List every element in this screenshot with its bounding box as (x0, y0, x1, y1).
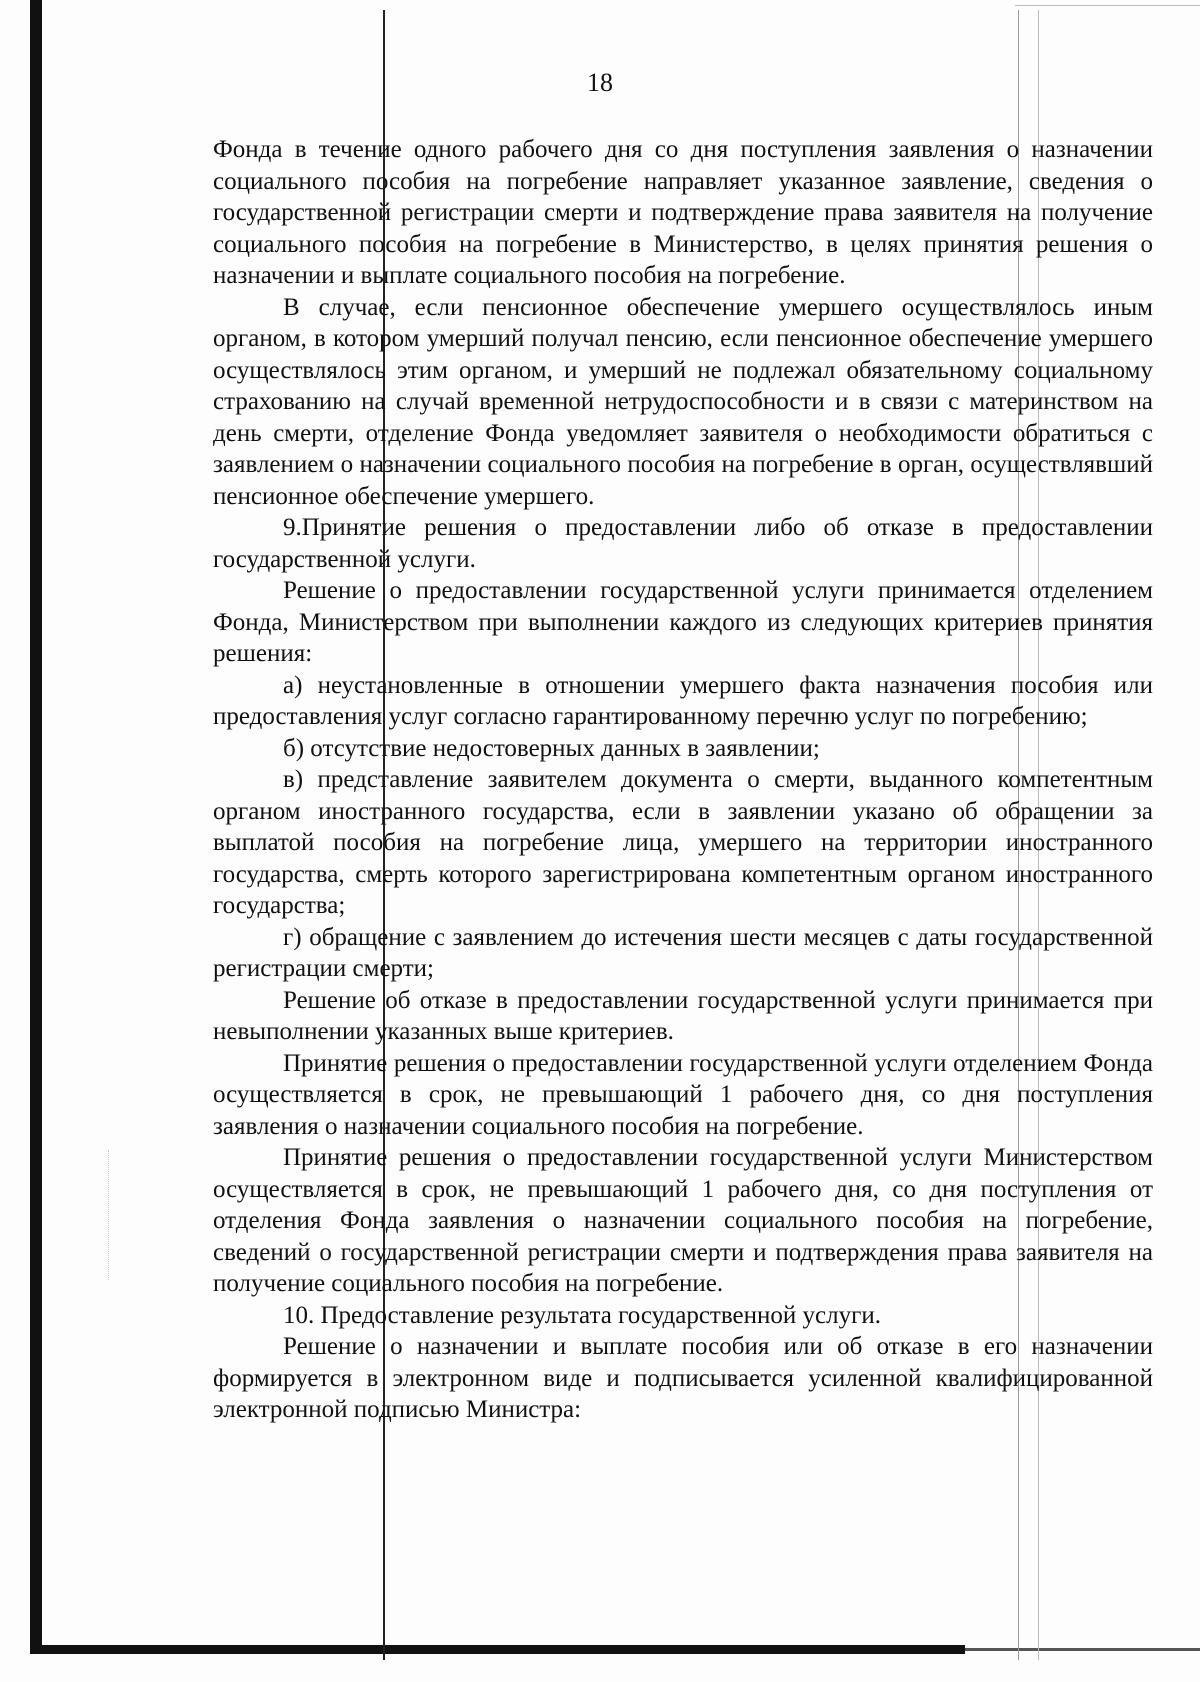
scan-corner-line (1015, 5, 1200, 6)
paragraph: Решение о предоставлении государственной услуги принимается отделением Фонда, Министерством при выполнении каждого из следующих критериев принятия решения: (213, 577, 1153, 667)
paragraph: б) отсутствие недостоверных данных в заявлении; (283, 734, 820, 762)
scan-edge-left (30, 0, 42, 1645)
page-number: 18 (587, 68, 613, 97)
paragraph: Решение об отказе в предоставлении государственной услуги принимается при невыполнении указанных выше критериев. (213, 986, 1153, 1045)
paragraph: а) неустановленные в отношении умершего факта назначения пособия или предоставления услуг согласно гарантированному перечню услуг по погребению; (213, 671, 1153, 730)
paragraph: Фонда в течение одного рабочего дня со дня поступления заявления о назначении социального пособия на погребение направляет указанное заявление, сведения о государственной регистрации смерти и подтверждение права заявителя на получение социального пособия на погребение в Министерство, в целях принятия решения о назначении и выплате социального пособия на погребение. (213, 136, 1153, 289)
scan-edge-bottom (30, 1645, 965, 1654)
scan-margin-dots (108, 1150, 113, 1280)
paragraph: 10. Предоставление результата государственной услуги. (283, 1301, 881, 1329)
scan-edge-bottom-right (965, 1648, 1200, 1651)
paragraph: 9.Принятие решения о предоставлении либо об отказе в предоставлении государственной услуги. (213, 514, 1153, 573)
paragraph: В случае, если пенсионное обеспечение умершего осуществлялось иным органом, в котором умерший получал пенсию, если пенсионное обеспечение умершего осуществлялось этим органом, и умерший не подлежал обязательному социальному страхованию на случай временной нетрудоспособности и в связи с материнством на день смерти, отделение Фонда уведомляет заявителя о необходимости обратиться с заявлением о назначении социального пособия на погребение в орган, осуществлявший пенсионное обеспечение умершего. (213, 293, 1153, 510)
paragraph: г) обращение с заявлением до истечения шести месяцев с даты государственной регистрации смерти; (213, 923, 1153, 982)
paragraph: Принятие решения о предоставлении государственной услуги Министерством осуществляется в срок, не превышающий 1 рабочего дня, со дня поступления от отделения Фонда заявления о назначении социального пособия на погребение, сведений о государственной регистрации смерти и подтверждения права заявителя на получение социального пособия на погребение. (213, 1144, 1153, 1297)
paragraph: Решение о назначении и выплате пособия или об отказе в его назначении формируется в электронном виде и подписывается усиленной квалифицированной электронной подписью Министра: (213, 1333, 1153, 1423)
paragraph: Принятие решения о предоставлении государственной услуги отделением Фонда осуществляется в срок, не превышающий 1 рабочего дня, со дня поступления заявления о назначении социального пособия на погребение. (213, 1049, 1153, 1140)
paragraph: в) представление заявителем документа о смерти, выданного компетентным органом иностранного государства, если в заявлении указано об обращении за выплатой пособия на погребение лица, умершего на территории иностранного государства, смерть которого зарегистрирована компетентным органом иностранного государства; (213, 766, 1153, 919)
document-text (213, 134, 1153, 1426)
